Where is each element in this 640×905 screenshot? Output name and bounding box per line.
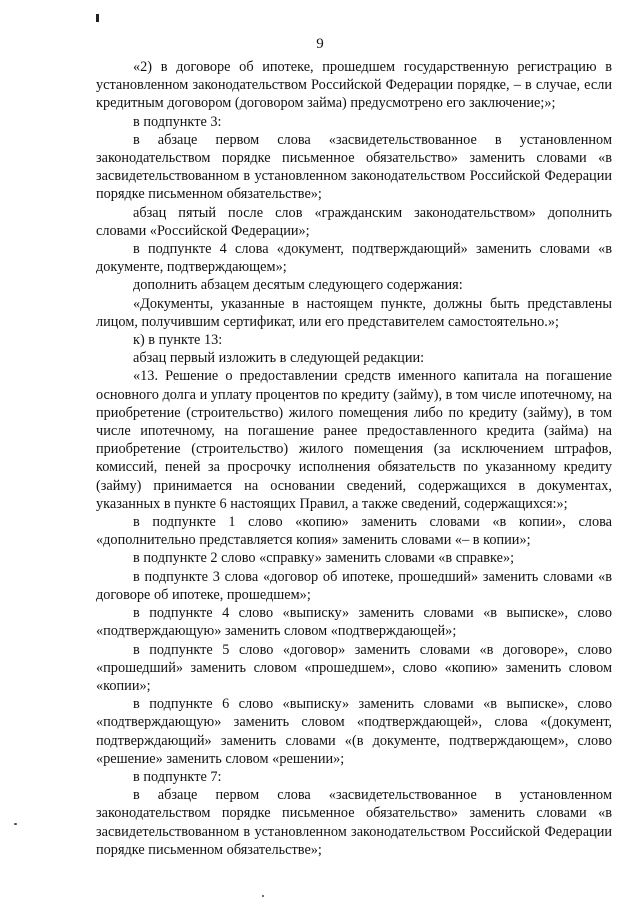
paragraph: «Документы, указанные в настоящем пункте, должны быть представлены лицом, получившим сертификат, или его представителем самостоятельно.»; [96, 295, 612, 330]
paragraph: в подпункте 3: [133, 113, 222, 130]
paragraph: в абзаце первом слова «засвидетельствованное в установленном законодательством порядке письменное обязательство» заменить словами «в засвидетельствованном в установленном законодательством Российской Федерации порядке письменном обязательстве»; [96, 131, 612, 203]
paragraph: в абзаце первом слова «засвидетельствованное в установленном законодательством порядке письменное обязательство» заменить словами «в засвидетельствованном в установленном законодательством Российской Федерации порядке письменном обязательстве»; [96, 787, 612, 858]
paragraph: «2) в договоре об ипотеке, прошедшем государственную регистрацию в установленном законодательством Российской Федерации порядке, – в случае, если кредитным договором (договором займа) предусмотрено его заключение;»; [96, 59, 612, 112]
paragraph: к) в пункте 13: [133, 332, 223, 349]
paragraph: в подпункте 3 слова «договор об ипотеке, прошедший» заменить словами «в договоре об ипотеке, прошедшем»; [96, 568, 612, 603]
paragraph: в подпункте 1 слово «копию» заменить словами «в копии», слова «дополнительно представляется копия» заменить словами «– в копии»; [96, 514, 612, 549]
scan-mark [96, 14, 99, 22]
paragraph: в подпункте 5 слово «договор» заменить словами «в договоре», слово «прошедший» заменить словом «прошедшем», слово «копию» заменить словом «копии»; [96, 641, 612, 694]
paragraph: в подпункте 6 слово «выписку» заменить словами «в выписке», слово «подтверждающую» заменить словом «подтверждающей», слова «(документ, подтверждающий» заменить словами «(в документе, подтверждающем», слово «решение» заменить словом «решении»; [96, 696, 612, 767]
paragraph: «13. Решение о предоставлении средств именного капитала на погашение основного долга и уплату процентов по кредиту (займу), в том числе ипотечному, на приобретение (строительство) жилого помещения либо по кредиту (займу), в том числе ипотечному, на погашение ранее предоставленного кредита (займа) на приобретение (строительство) жилого помещения (за исключением штрафов, комиссий, пеней за просрочку исполнения обязательств по указанному кредиту (займу) принимается на основании сведений, содержащихся в документах, указанных в пункте 6 настоящих Правил, а также сведений, содержащихся:»; [96, 368, 612, 512]
scan-speck [262, 895, 264, 897]
paragraph: абзац пятый после слов «гражданским законодательством» дополнить словами «Российской Федерации»; [96, 204, 612, 239]
paragraph: дополнить абзацем десятым следующего содержания: [133, 277, 463, 294]
document-body [96, 58, 612, 859]
paragraph: в подпункте 7: [133, 768, 222, 785]
paragraph: в подпункте 2 слово «справку» заменить словами «в справке»; [133, 550, 515, 567]
paragraph: в подпункте 4 слова «документ, подтверждающий» заменить словами «в документе, подтверждающем»; [96, 241, 612, 276]
paragraph: в подпункте 4 слово «выписку» заменить словами «в выписке», слово «подтверждающую» заменить словом «подтверждающей»; [96, 605, 612, 640]
page-number: 9 [316, 36, 324, 52]
paragraph: абзац первый изложить в следующей редакции: [133, 350, 425, 367]
scan-speck [14, 823, 17, 825]
